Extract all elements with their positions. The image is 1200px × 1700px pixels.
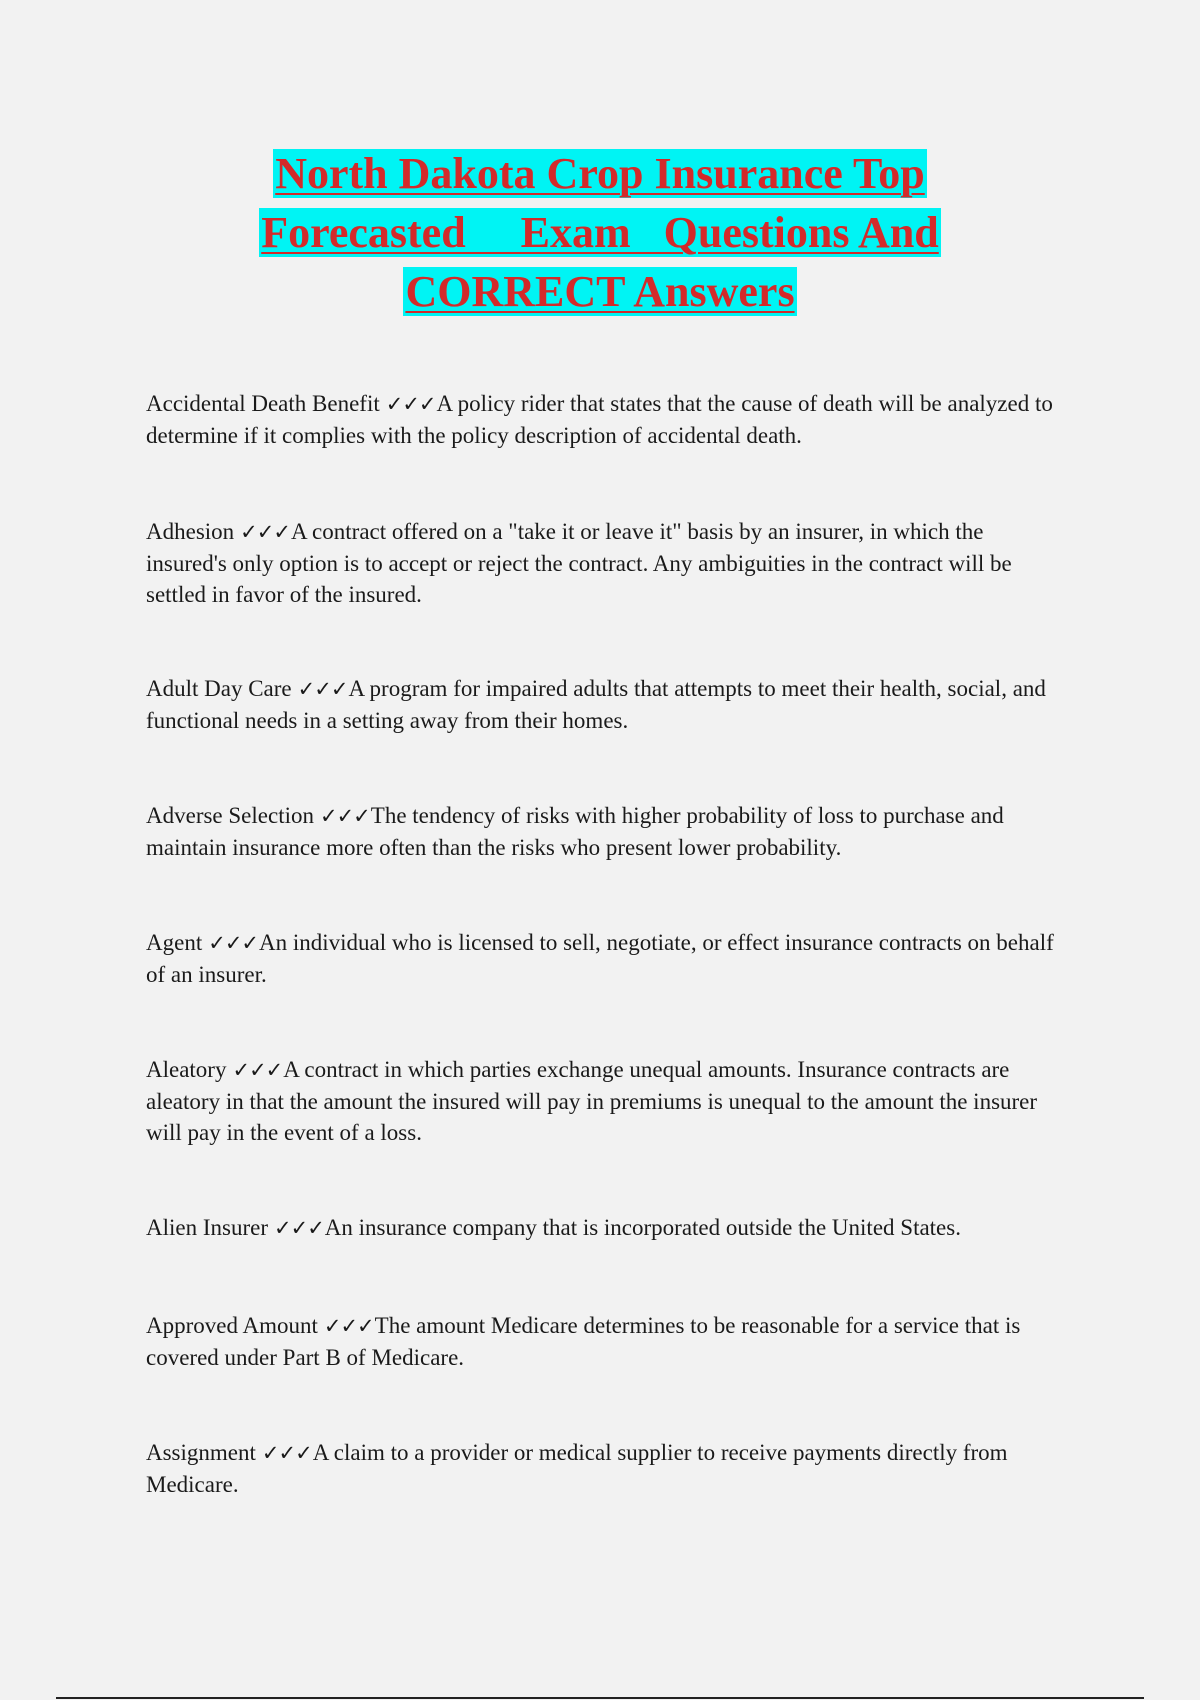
entry-term: Aleatory	[146, 1057, 227, 1082]
glossary-entry	[146, 800, 1056, 863]
entry-definition: An insurance company that is incorporated outside the United States.	[324, 1215, 961, 1240]
entry-definition: The amount Medicare determines to be reasonable for a service that is covered under Part B of Medicare.	[146, 1313, 1021, 1370]
entry-term: Approved Amount	[146, 1313, 318, 1338]
checkmark-icon: ✓✓✓	[297, 677, 348, 701]
checkmark-icon: ✓✓✓	[240, 520, 290, 544]
title-line-3: CORRECT Answers	[405, 267, 795, 316]
checkmark-icon: ✓✓✓	[208, 931, 259, 955]
glossary-entry	[146, 516, 1056, 610]
checkmark-icon: ✓✓✓	[319, 804, 370, 828]
document-title	[0, 144, 1200, 321]
entry-term: Alien Insurer	[146, 1215, 268, 1240]
glossary-entry	[146, 1212, 1056, 1244]
entry-term: Agent	[146, 930, 203, 955]
glossary-entry	[146, 927, 1056, 990]
footer-divider	[56, 1697, 1144, 1699]
checkmark-icon: ✓✓✓	[261, 1441, 312, 1465]
entry-term: Assignment	[146, 1440, 256, 1465]
glossary-entry	[146, 1054, 1056, 1148]
entry-definition: A contract in which parties exchange unequal amounts. Insurance contracts are aleatory in that the amount the insured will pay in premiums is unequal to the amount the insurer will pay in the event of a loss.	[146, 1057, 1038, 1145]
glossary-entry	[146, 1437, 1056, 1500]
entry-term: Adhesion	[146, 519, 235, 544]
entry-definition: The tendency of risks with higher probability of loss to purchase and maintain insurance more often than the risks who present lower probability.	[146, 803, 1004, 860]
entry-definition: A contract offered on a "take it or leave it" basis by an insurer, in which the insured's only option is to accept or reject the contract. Any ambiguities in the contract will be settled in favor of the insured.	[146, 519, 1012, 607]
entry-term: Adverse Selection	[146, 803, 314, 828]
entry-term: Accidental Death Benefit	[146, 391, 380, 416]
checkmark-icon: ✓✓✓	[385, 392, 436, 416]
glossary-entry	[146, 388, 1056, 451]
glossary-entry	[146, 1310, 1056, 1373]
checkmark-icon: ✓✓✓	[323, 1314, 374, 1338]
checkmark-icon: ✓✓✓	[274, 1216, 324, 1240]
entry-definition: A program for impaired adults that attempts to meet their health, social, and functional needs in a setting away from their homes.	[146, 676, 1046, 733]
entry-definition: A policy rider that states that the cause of death will be analyzed to determine if it complies with the policy description of accidental death.	[146, 391, 1053, 448]
title-line-1: North Dakota Crop Insurance Top	[275, 149, 925, 198]
title-line-2: Forecasted Exam Questions And	[261, 208, 939, 257]
entry-definition: An individual who is licensed to sell, negotiate, or effect insurance contracts on behalf of an insurer.	[146, 930, 1054, 987]
entry-term: Adult Day Care	[146, 676, 292, 701]
entry-definition: A claim to a provider or medical supplier to receive payments directly from Medicare.	[146, 1440, 1008, 1497]
glossary-entry	[146, 673, 1056, 736]
checkmark-icon: ✓✓✓	[232, 1058, 283, 1082]
